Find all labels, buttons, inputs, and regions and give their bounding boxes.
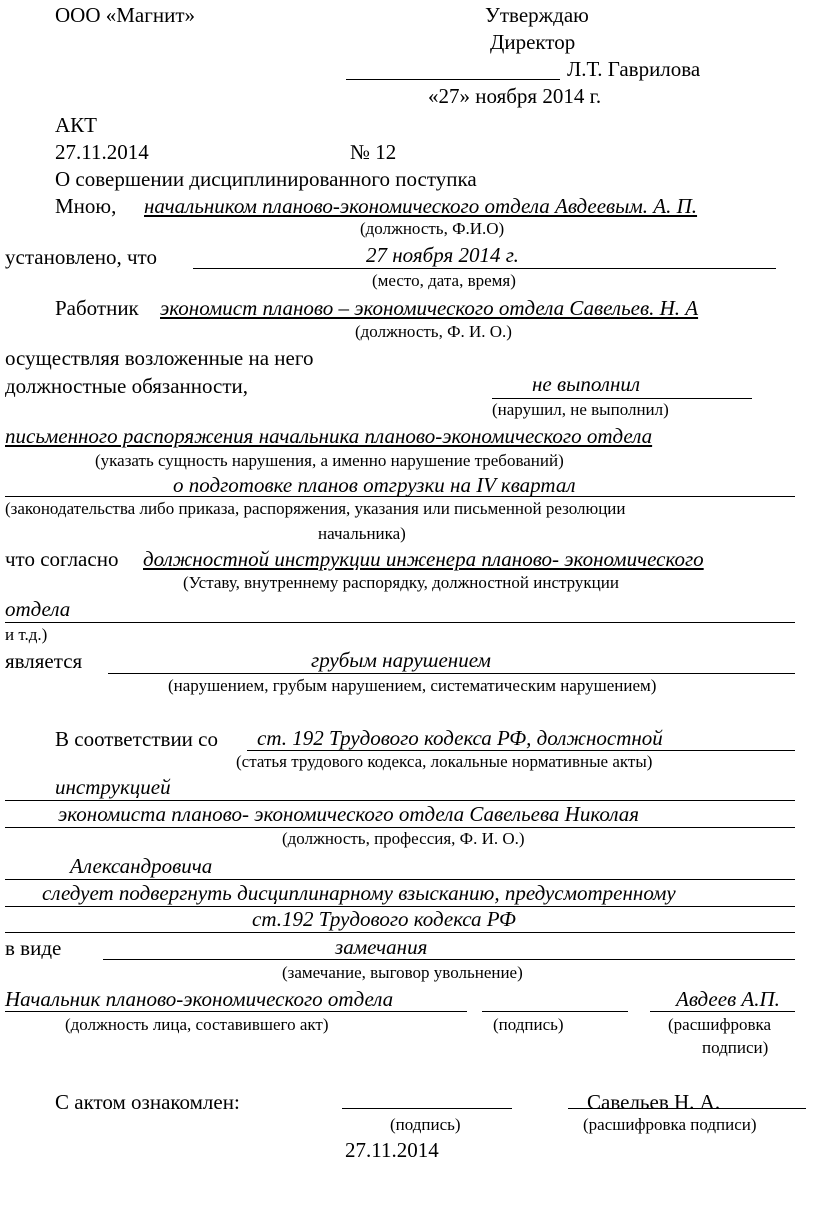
according-label: что согласно [5, 547, 119, 571]
accordance-value-3: экономиста планово- экономического отдела Савельева Николая [58, 802, 640, 826]
established-value: 27 ноября 2014 г. [366, 243, 519, 267]
order-value: письменного распоряжения начальника планово-экономического отдела [5, 424, 653, 448]
established-line [193, 268, 776, 269]
duties-line [492, 398, 752, 399]
author-position-hint: (должность лица, составившего акт) [65, 1015, 329, 1034]
author-decode-hint-1: (расшифровка [668, 1015, 772, 1034]
acquainted-name: Савельев Н. А. [587, 1090, 721, 1114]
according-line [5, 622, 795, 623]
established-hint: (место, дата, время) [372, 271, 516, 290]
accordance-label: В соответствии со [55, 727, 218, 751]
author-decode-hint-2: подписи) [702, 1038, 769, 1057]
act-number: № 12 [350, 140, 397, 164]
according-value: должностной инструкции инженера планово- экономического [143, 547, 704, 571]
accordance-line-2 [5, 800, 795, 801]
accordance-line-3 [5, 827, 795, 828]
employee-label: Работник [55, 296, 139, 320]
acquainted-decode-hint: (расшифровка подписи) [583, 1115, 757, 1134]
author-name-line [650, 1011, 795, 1012]
accordance-line [247, 750, 795, 751]
order-hint: (указать сущность нарушения, а именно нарушение требований) [95, 451, 564, 470]
final-date: 27.11.2014 [345, 1138, 439, 1162]
law-hint-2: начальника) [318, 524, 406, 543]
kind-value: замечания [335, 935, 428, 959]
author-position-line [5, 1011, 467, 1012]
director-signature-line [346, 79, 560, 80]
duties-hint: (нарушил, не выполнил) [492, 400, 669, 419]
accordance-hint-2: (должность, профессия, Ф. И. О.) [282, 829, 525, 848]
by-me-hint: (должность, Ф.И.О) [360, 219, 505, 238]
act-subject: О совершении дисциплинированного поступка [55, 167, 477, 191]
director-name: Л.Т. Гаврилова [567, 57, 701, 81]
according-value-2: отдела [5, 597, 71, 621]
by-me-value: начальником планово-экономического отдела Авдеевым. А. П. [144, 194, 698, 218]
employee-hint: (должность, Ф. И. О.) [355, 322, 512, 341]
duties-line1: осуществляя возложенные на него [5, 346, 314, 370]
author-signature-hint: (подпись) [493, 1015, 564, 1034]
is-line [108, 673, 795, 674]
accordance-value-2: инструкцией [55, 775, 171, 799]
author-name: Авдеев А.П. [676, 987, 780, 1011]
author-signature-line [482, 1011, 628, 1012]
approve-label: Утверждаю [485, 3, 589, 27]
law-hint-1: (законодательства либо приказа, распоряжения, указания или письменной резолюции [5, 499, 626, 518]
act-title: АКТ [55, 113, 97, 137]
kind-label: в виде [5, 936, 62, 960]
director-position: Директор [490, 30, 576, 54]
penalty-value-1: следует подвергнуть дисциплинарному взысканию, предусмотренному [42, 881, 676, 905]
accordance-hint: (статья трудового кодекса, локальные нормативные акты) [236, 752, 653, 771]
act-date: 27.11.2014 [55, 140, 149, 164]
order-value-2: о подготовке планов отгрузки на IV квартал [173, 473, 576, 497]
accordance-value-4: Александровича [70, 854, 213, 878]
duties-line2: должностные обязанности, [5, 374, 248, 398]
acquainted-sign-hint: (подпись) [390, 1115, 461, 1134]
is-hint: (нарушением, грубым нарушением, систематическим нарушением) [168, 676, 657, 695]
acquainted-name-line [568, 1108, 806, 1109]
company-name: ООО «Магнит» [55, 3, 196, 27]
acquainted-signature-line [342, 1108, 512, 1109]
kind-hint: (замечание, выговор увольнение) [282, 963, 523, 982]
established-label: установлено, что [5, 245, 157, 269]
according-hint: (Уставу, внутреннему распорядку, должностной инструкции [183, 573, 619, 592]
approve-date: «27» ноября 2014 г. [428, 84, 602, 108]
kind-line [103, 959, 795, 960]
penalty-value-2: ст.192 Трудового кодекса РФ [252, 907, 516, 931]
order-line [5, 496, 795, 497]
author-position: Начальник планово-экономического отдела [5, 987, 394, 1011]
acquainted-label: С актом ознакомлен: [55, 1090, 240, 1114]
duties-value: не выполнил [532, 372, 641, 396]
by-me-label: Мною, [55, 194, 117, 218]
accordance-value: ст. 192 Трудового кодекса РФ, должностной [257, 726, 663, 750]
penalty-line-2 [5, 932, 795, 933]
is-value: грубым нарушением [311, 648, 491, 672]
according-hint-2: и т.д.) [5, 625, 48, 644]
accordance-line-4 [5, 879, 795, 880]
employee-value: экономист планово – экономического отдела Савельев. Н. А [160, 296, 699, 320]
is-label: является [5, 649, 83, 673]
